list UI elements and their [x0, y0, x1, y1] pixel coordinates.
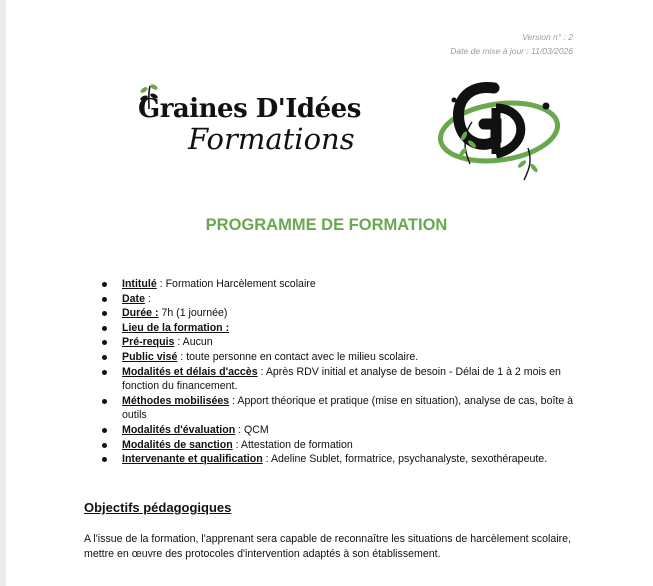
- objectives-heading: Objectifs pédagogiques: [84, 500, 232, 515]
- list-item: Pré-requis : Aucun: [104, 335, 574, 350]
- brand-subtitle: Formations: [188, 122, 355, 156]
- item-value: QCM: [244, 423, 269, 436]
- list-item: Date :: [104, 292, 574, 307]
- item-label: Durée :: [122, 307, 159, 320]
- gd-monogram-logo: [436, 74, 562, 186]
- item-value: 7h (1 journée): [161, 307, 228, 320]
- page-edge: [0, 0, 6, 586]
- item-value: Adeline Sublet, formatrice, psychanalyste, sexothérapeute.: [270, 453, 548, 466]
- list-item: Intitulé : Formation Harcèlement scolaire: [104, 277, 574, 292]
- list-item: Intervenante et qualification : Adeline Sublet, formatrice, psychanalyste, sexothérapeute.: [104, 452, 574, 467]
- item-label: Public visé: [122, 350, 178, 363]
- item-value: Attestation de formation: [240, 438, 353, 451]
- item-label: Pré-requis: [122, 336, 175, 349]
- list-item: Modalités d'évaluation : QCM: [104, 423, 574, 438]
- item-value: Formation Harcèlement scolaire: [165, 278, 316, 290]
- list-item: Modalités de sanction : Attestation de formation: [104, 438, 574, 453]
- item-label: Date: [122, 292, 145, 305]
- list-item: Modalités et délais d'accès : Après RDV initial et analyse de besoin - Délai de 1 à 2 mois en fonction du financement.: [104, 365, 574, 394]
- list-item: Public visé : toute personne en contact avec le milieu scolaire.: [104, 350, 574, 365]
- item-value: toute personne en contact avec le milieu scolaire.: [186, 350, 419, 363]
- item-label: Méthodes mobilisées: [122, 394, 230, 407]
- item-label: Modalités d'évaluation: [122, 423, 236, 436]
- item-label: Modalités et délais d'accès: [122, 365, 258, 378]
- list-item: Méthodes mobilisées : Apport théorique et pratique (mise en situation), analyse de cas, boîte à outils: [104, 394, 574, 423]
- list-item: [104, 321, 574, 336]
- update-date: Date de mise à jour : 11/03/2026: [450, 46, 573, 56]
- item-label: Intitulé: [122, 278, 157, 290]
- list-item: [104, 306, 574, 321]
- item-label: Lieu de la formation :: [122, 321, 230, 334]
- document-title: PROGRAMME DE FORMATION: [205, 216, 448, 234]
- brand-logo-text: [138, 82, 398, 162]
- item-value: Après RDV initial et analyse de besoin - Délai de 1 à 2 mois en fonction du financement.: [122, 365, 561, 393]
- version-number: Version n° : 2: [522, 32, 573, 42]
- program-info-list: [104, 277, 574, 467]
- brand-name: Graines D'Idées: [138, 94, 361, 124]
- objectives-paragraph: A l'issue de la formation, l'apprenant sera capable de reconnaître les situations de harcèlement scolaire, mettre en œuvre des protocoles d'intervention adaptés à son établissement.: [84, 533, 571, 560]
- document-meta: [450, 30, 573, 58]
- item-value: Aucun: [182, 336, 213, 349]
- item-label: Modalités de sanction: [122, 438, 233, 451]
- item-value: Apport théorique et pratique (mise en situation), analyse de cas, boîte à outils: [122, 394, 574, 422]
- item-label: Intervenante et qualification: [122, 453, 263, 466]
